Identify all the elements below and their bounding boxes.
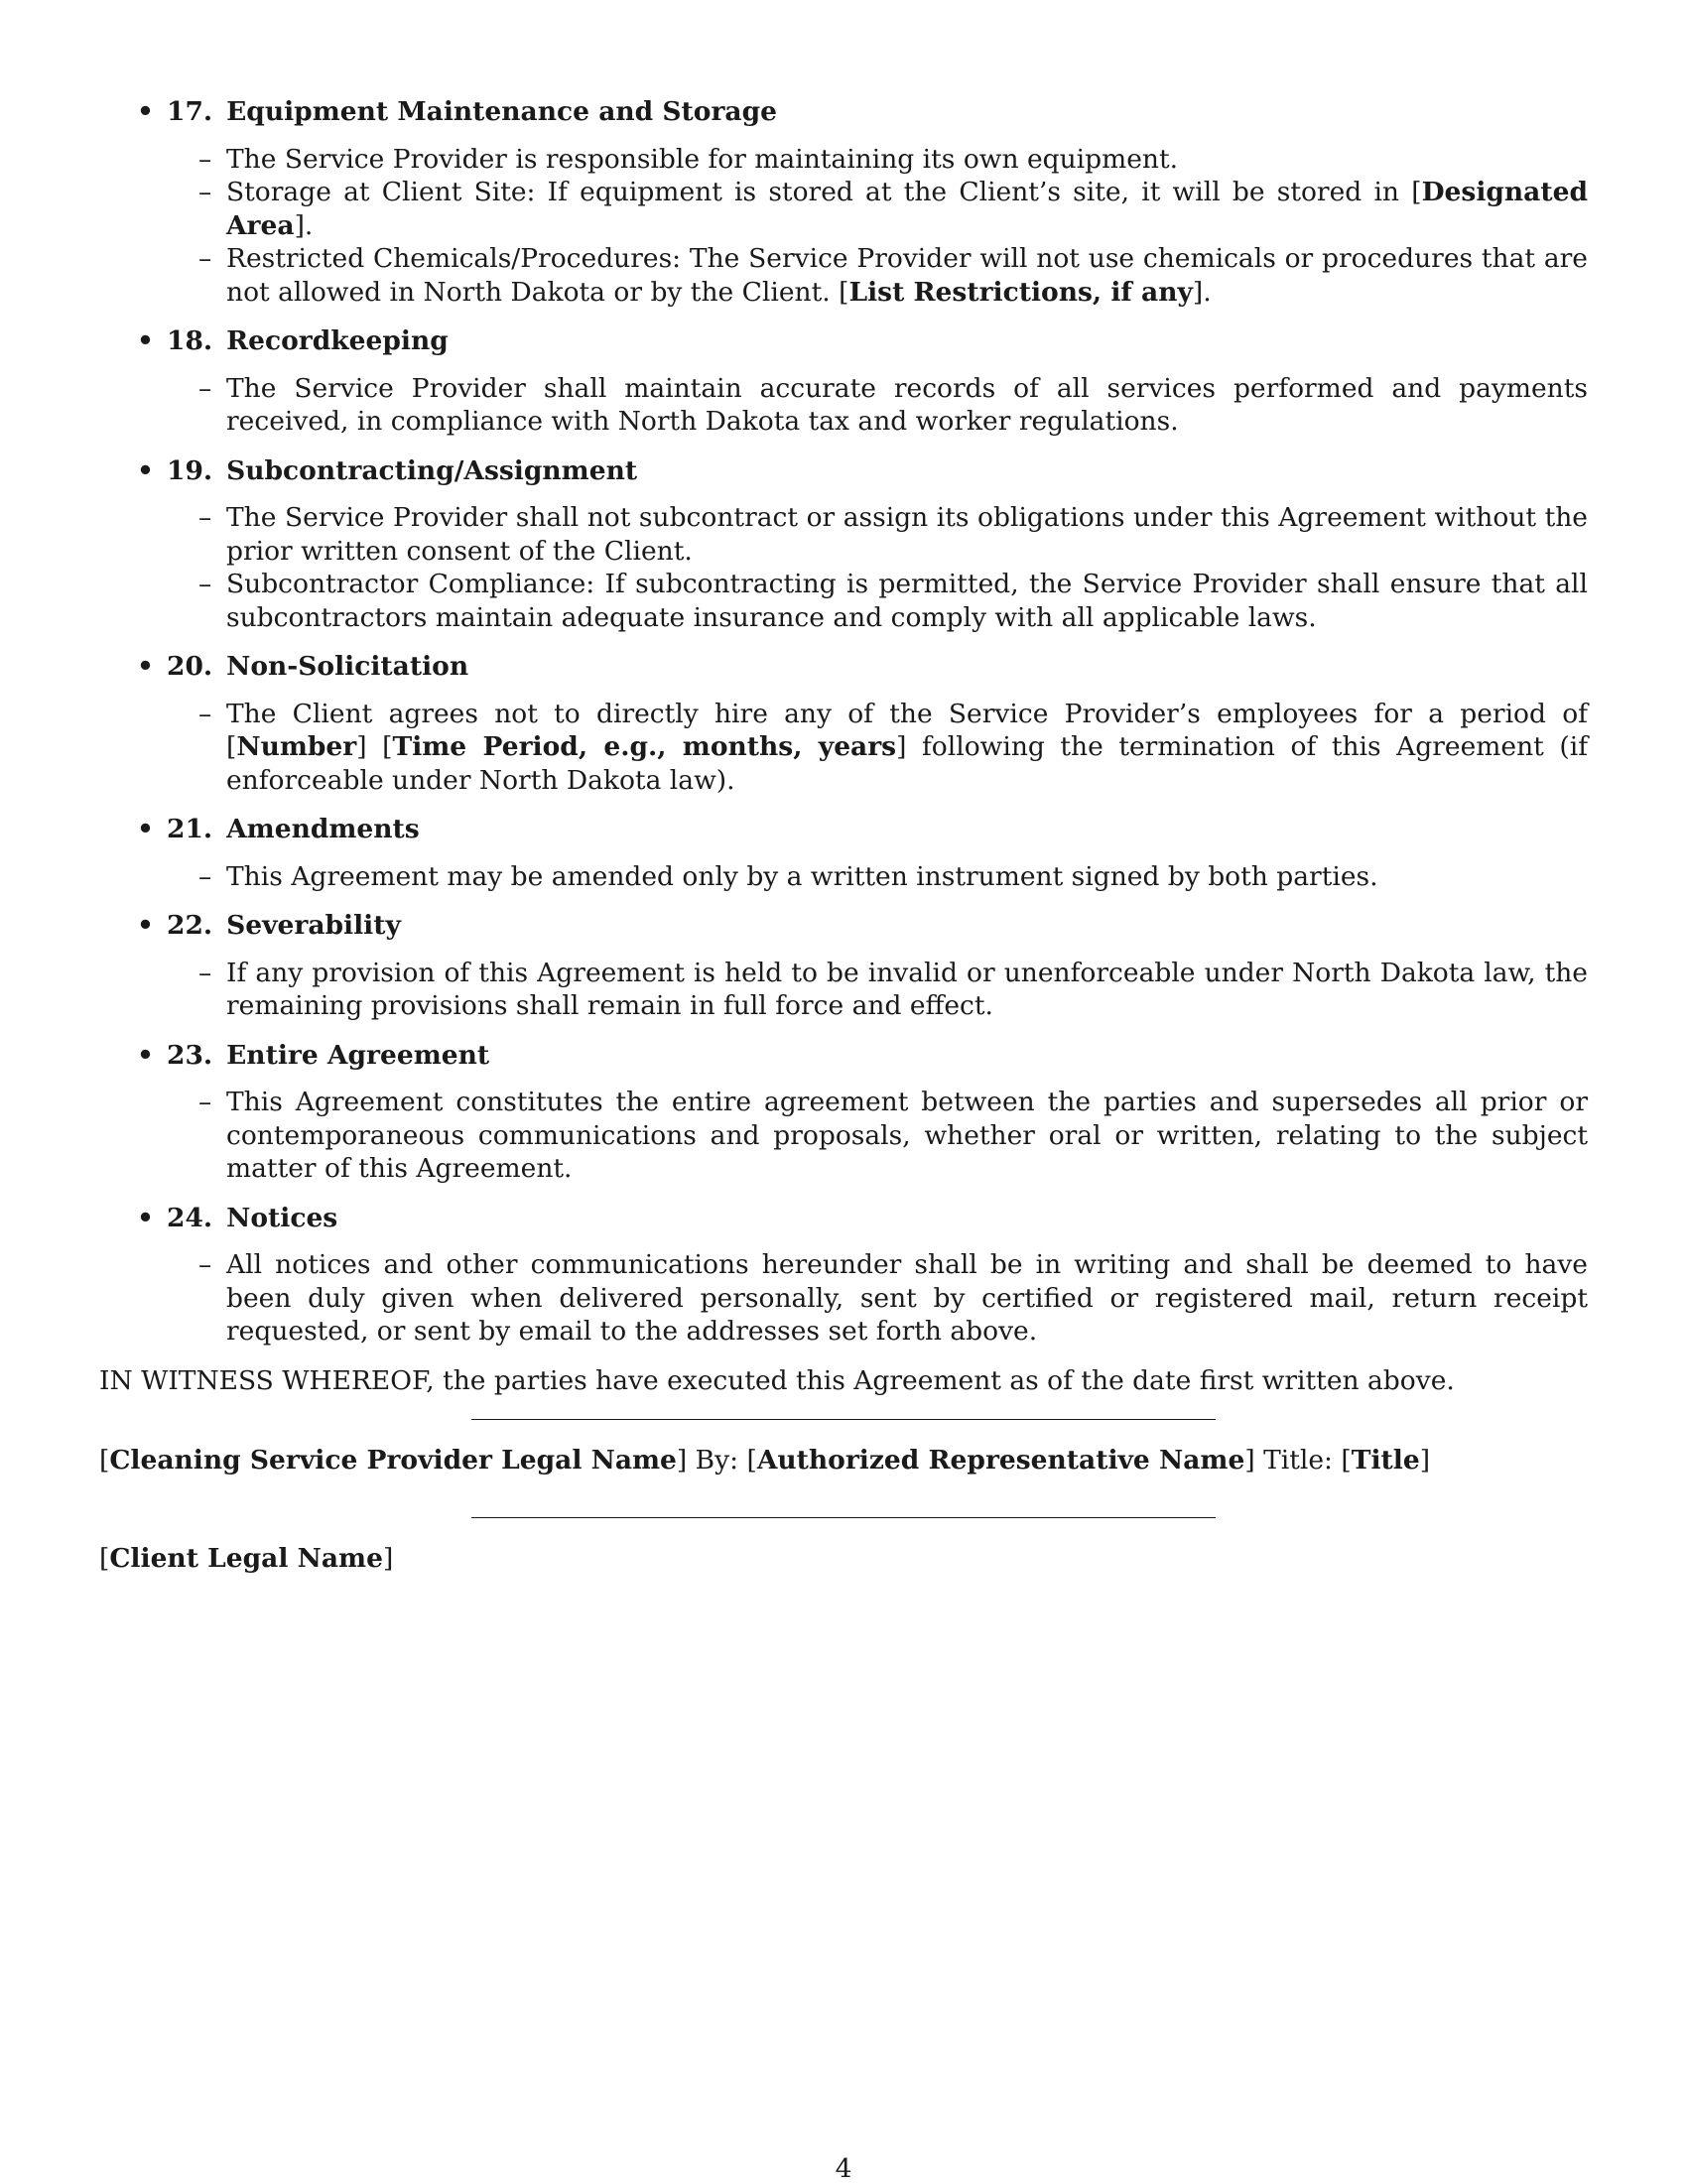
clause-text: [ [226,731,237,762]
client-name-placeholder: Client Legal Name [109,1542,383,1574]
section-number: 21. [167,814,213,844]
bullet-icon: • [137,814,154,844]
clause-item [167,1086,1588,1186]
dash-icon: – [198,698,212,729]
section-title: Recordkeeping [226,325,449,356]
section-heading [167,650,1588,684]
section-24 [99,1202,1588,1349]
signature-block-client [99,1542,1588,1576]
clause-item [167,698,1588,798]
clause-list [167,372,1588,439]
section-heading [167,324,1588,358]
section-heading [167,1039,1588,1073]
section-18 [99,324,1588,439]
section-23 [99,1039,1588,1186]
clause-text: The Service Provider shall not subcontract or assign its obligations under this Agreement without the prior written consent of the Client. [226,502,1588,567]
placeholder-number: Number [236,731,357,762]
signature-line-client [471,1517,1216,1518]
section-number: 20. [167,651,213,682]
sections-list [99,95,1588,1349]
section-title: Subcontracting/Assignment [226,454,638,486]
section-title: Equipment Maintenance and Storage [226,96,777,127]
clause-item [167,501,1588,568]
clause-list [167,698,1588,798]
dash-icon: – [198,372,212,404]
title-label: ] Title: [ [1244,1445,1352,1476]
dash-icon: – [198,243,212,274]
section-number: 22. [167,910,213,941]
section-17 [99,95,1588,309]
representative-placeholder: Authorized Representative Name [756,1445,1245,1476]
section-heading [167,454,1588,488]
clause-list [167,1086,1588,1186]
placeholder-list-restrictions: List Restrictions, if any [848,276,1193,308]
witness-clause: IN WITNESS WHEREOF, the parties have executed this Agreement as of the date first written above. [99,1364,1455,1396]
document-page [99,95,1588,1614]
clause-text: ]. [1192,276,1212,308]
section-number: 17. [167,96,213,127]
clause-list [167,1248,1588,1349]
section-22 [99,909,1588,1023]
section-title: Non-Solicitation [226,651,469,682]
dash-icon: – [198,1087,212,1117]
clause-text: The Service Provider is responsible for maintaining its own equipment. [226,143,1179,175]
clause-item [167,372,1588,439]
clause-text: [ [1411,177,1422,207]
clause-item [167,143,1588,177]
bracket-text: ] [382,1542,394,1574]
section-number: 24. [167,1202,213,1233]
section-title: Severability [226,910,401,941]
section-title: Notices [226,1202,338,1233]
dash-icon: – [198,143,212,175]
placeholder-designated-area: Designated Area [226,177,1588,241]
clause-text: The Client agrees not to directly hire any of the Service Provider’s employees for a period of [226,698,1588,729]
bracket-text: ] [1419,1445,1431,1476]
bullet-icon: • [137,1202,154,1233]
clause-text: This Agreement may be amended only by a written instrument signed by both parties. [226,860,1378,892]
bullet-icon: • [137,1039,154,1071]
signature-line-provider [471,1419,1216,1420]
section-heading [167,813,1588,846]
dash-icon: – [198,569,212,599]
clause-text: ] following the termination of this Agreement (if enforceable under North Dakota law). [226,731,1588,796]
section-title: Amendments [226,814,420,844]
clause-text: ] [ [356,731,393,762]
bracket-text: [ [99,1542,110,1574]
bullet-icon: • [137,96,154,127]
bullet-icon: • [137,325,154,356]
clause-item [167,176,1588,242]
section-number: 23. [167,1039,213,1071]
title-placeholder: Title [1351,1445,1420,1476]
clause-text: ]. [294,209,314,241]
dash-icon: – [198,177,212,207]
by-label: ] By: [ [676,1445,757,1476]
clause-item [167,1248,1588,1349]
clause-text: [ [839,276,849,308]
clause-text: This Agreement constitutes the entire agreement between the parties and supersedes all prior or contemporaneous communications and proposals, whether oral or written, relating to the subject matter of this Agreement. [226,1087,1588,1184]
clause-text: The Service Provider shall maintain accurate records of all services performed and payments received, in compliance with North Dakota tax and worker regulations. [226,372,1588,437]
section-number: 18. [167,325,213,356]
page-number: 4 [835,2153,852,2184]
clause-text: All notices and other communications hereunder shall be in writing and shall be deemed to have been duly given when delivered personally, sent by certified or registered mail, return receipt requested, or sent by email to the addresses set forth above. [226,1249,1588,1347]
clause-text: Restricted Chemicals/Procedures: The Service Provider will not use chemicals or procedures that are not allowed in North Dakota or by the Client. [226,243,1588,308]
section-title: Entire Agreement [226,1039,490,1071]
clause-list [167,143,1588,310]
dash-icon: – [198,1249,212,1280]
section-heading [167,1202,1588,1235]
clause-list [167,957,1588,1023]
clause-text: Subcontractor Compliance: If subcontracting is permitted, the Service Provider shall ensure that all subcontractors maintain adequate insurance and comply with all applicable laws. [226,569,1588,633]
bullet-icon: • [137,454,154,486]
bracket-text: [ [99,1445,110,1476]
section-20 [99,650,1588,797]
bullet-icon: • [137,910,154,941]
section-heading [167,95,1588,129]
signature-block-provider [99,1444,1588,1477]
placeholder-time-period: Time Period, e.g., months, years [392,731,897,762]
dash-icon: – [198,502,212,533]
section-21 [99,813,1588,893]
clause-item [167,568,1588,634]
clause-item [167,957,1588,1023]
dash-icon: – [198,860,212,892]
dash-icon: – [198,957,212,988]
bullet-icon: • [137,651,154,682]
provider-name-placeholder: Cleaning Service Provider Legal Name [109,1445,677,1476]
clause-item [167,860,1588,894]
section-number: 19. [167,454,213,486]
clause-item [167,242,1588,309]
clause-list [167,501,1588,634]
section-heading [167,909,1588,943]
section-19 [99,454,1588,635]
clause-text: If any provision of this Agreement is held to be invalid or unenforceable under North Dakota law, the remaining provisions shall remain in full force and effect. [226,957,1588,1021]
clause-list [167,860,1588,894]
clause-text: Storage at Client Site: If equipment is stored at the Client’s site, it will be stored in [226,177,1412,207]
